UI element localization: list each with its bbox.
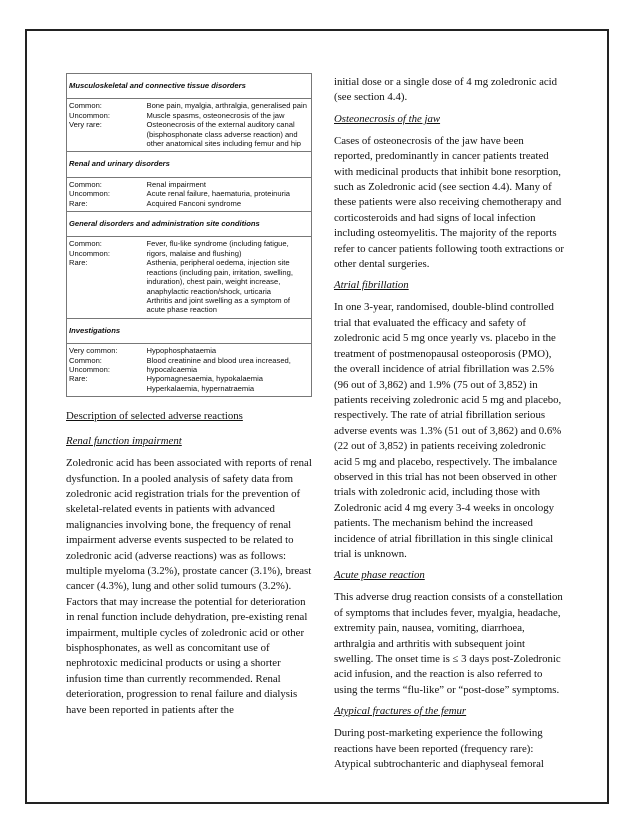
frequency-cell	[67, 177, 145, 211]
reaction-text: Fever, flu-like syndrome (including fatigue, rigors, malaise and flushing)	[146, 239, 289, 258]
frequency-label: Rare:	[69, 374, 88, 384]
frequency-label: Uncommon:	[69, 110, 110, 120]
adverse-reactions-table	[66, 73, 312, 397]
frequency-label: Common:	[69, 355, 102, 365]
table-row	[67, 99, 312, 152]
table-row	[67, 344, 312, 397]
table-section-heading: Investigations	[67, 318, 312, 343]
table-section-heading: Musculoskeletal and connective tissue disorders	[67, 74, 312, 99]
frequency-label: Uncommon:	[69, 189, 110, 199]
reaction-cell	[145, 344, 312, 397]
reaction-cell	[145, 177, 312, 211]
reaction-text: Renal impairment	[146, 179, 207, 189]
section-title: Description of selected adverse reactions	[66, 410, 243, 423]
reaction-cell	[145, 237, 312, 318]
femur-heading: Atypical fractures of the femur	[334, 705, 467, 718]
reaction-cell	[145, 99, 312, 152]
apr-heading: Acute phase reaction	[334, 569, 425, 582]
reaction-text: Acute renal failure, haematuria, proteinuria	[146, 189, 291, 199]
reaction-text: Blood creatinine and blood urea increased, hypocalcaemia	[146, 355, 291, 374]
frequency-label: Uncommon:	[69, 364, 110, 374]
frequency-cell	[67, 99, 145, 152]
renal-paragraph: Zoledronic acid has been associated with reports of renal dysfunction. In a pooled analysis of safety data from zoledronic acid registration trials for the prevention of skeletal-related events in patients with advanced malignancies involving bone, the frequency of renal impairment adverse events suspected to be related to zoledronic acid (adverse reactions) was as follows: multiple myeloma (3.2%), prostate cancer (3.1%), breast cancer (4.3%), lung and other solid tumours (3.2%). Factors that may increase the potential for deterioration in renal function include dehydration, pre-existing renal impairment, multiple cycles of zoledronic acid or other bisphosphonates, as well as concomitant use of nephrotoxic medicinal products or using a shorter infusion time than currently recommended. Renal deterioration, progression to renal failure and dialysis have been reported in patients after the	[66, 457, 312, 716]
frequency-label: Rare:	[69, 198, 88, 208]
frequency-label: Common:	[69, 179, 102, 189]
af-heading: Atrial fibrillation	[334, 279, 409, 292]
reaction-text: Hypophosphataemia	[146, 346, 217, 356]
right-column	[334, 75, 564, 778]
table-section-header	[67, 74, 312, 99]
frequency-label: Common:	[69, 101, 102, 111]
reaction-text: Arthritis and joint swelling as a symptom of acute phase reaction	[146, 295, 290, 315]
table-row	[67, 237, 312, 318]
table-section-header	[67, 212, 312, 237]
table-section-header	[67, 152, 312, 177]
af-paragraph: In one 3-year, randomised, double-blind controlled trial that evaluated the efficacy and safety of zoledronic acid 5 mg once yearly vs. placebo in the treatment of postmenopausal osteoporosis (PMO), the overall incidence of atrial fibrillation was 2.5% (96 out of 3,862) and 1.9% (75 out of 3,852) in patients receiving zoledronic acid 5 mg and placebo, respectively. The rate of atrial fibrillation serious adverse events was 1.3% (51 out of 3,862) and 0.6% (22 out of 3,852) in patients receiving zoledronic acid 5 mg and placebo, respectively. The imbalance observed in this trial has not been observed in other trials with zoledronic acid, including those with Zoledronic acid 4 mg every 3-4 weeks in oncology patients. The mechanism behind the increased incidence of atrial fibrillation in this single clinical trial is unknown.	[334, 301, 562, 560]
frequency-label: Common:	[69, 239, 102, 249]
table-section-header	[67, 318, 312, 343]
femur-paragraph: During post-marketing experience the following reactions have been reported (frequency rare): Atypical subtrochanteric and diaphyseal femoral	[334, 727, 544, 771]
frequency-cell	[67, 237, 145, 318]
reaction-text: Hyperkalaemia, hypernatraemia	[146, 383, 255, 393]
frequency-label: Very rare:	[69, 120, 102, 130]
onj-heading: Osteonecrosis of the jaw	[334, 112, 441, 125]
left-column	[66, 73, 312, 724]
left-prose	[66, 409, 312, 718]
reaction-text: Hypomagnesaemia, hypokalaemia	[146, 374, 264, 384]
frequency-label: Uncommon:	[69, 248, 110, 258]
table-section-heading: Renal and urinary disorders	[67, 152, 312, 177]
frequency-label: Very common:	[69, 346, 118, 356]
reaction-text: Asthenia, peripheral oedema, injection site reactions (including pain, irritation, swelling, induration), chest pain, weight increase, anaphylactic reaction/shock, urticaria	[146, 258, 293, 296]
reaction-text: Muscle spasms, osteonecrosis of the jaw	[146, 110, 285, 120]
frequency-cell	[67, 344, 145, 397]
reaction-text: Bone pain, myalgia, arthralgia, generalised pain	[146, 101, 307, 111]
frequency-label: Rare:	[69, 258, 88, 268]
reaction-text: Acquired Fanconi syndrome	[146, 198, 242, 208]
reaction-text: Osteonecrosis of the external auditory canal (bisphosphonate class adverse reaction) and other anatomical sites including femur and hip	[146, 120, 301, 149]
table-row	[67, 177, 312, 211]
renal-heading: Renal function impairment	[66, 435, 182, 448]
table-section-heading: General disorders and administration site conditions	[67, 212, 312, 237]
apr-paragraph: This adverse drug reaction consists of a constellation of symptoms that includes fever, myalgia, headache, extremity pain, nausea, vomiting, diarrhoea, arthralgia and arthritis with subsequent joint swelling. The onset time is ≤ 3 days post-Zoledronic acid infusion, and the reaction is also referred to using the terms “flu-like” or “post-dose” symptoms.	[334, 591, 563, 696]
onj-paragraph: Cases of osteonecrosis of the jaw have been reported, predominantly in cancer patients treated with medicinal products that inhibit bone resorption, such as Zoledronic acid (see section 4.4). Many of these patients were also receiving chemotherapy and corticosteroids and had signs of local infection including osteomyelitis. The majority of the reports refer to cancer patients following tooth extractions or other dental surgeries.	[334, 134, 564, 271]
continued-paragraph: initial dose or a single dose of 4 mg zoledronic acid (see section 4.4).	[334, 76, 558, 104]
